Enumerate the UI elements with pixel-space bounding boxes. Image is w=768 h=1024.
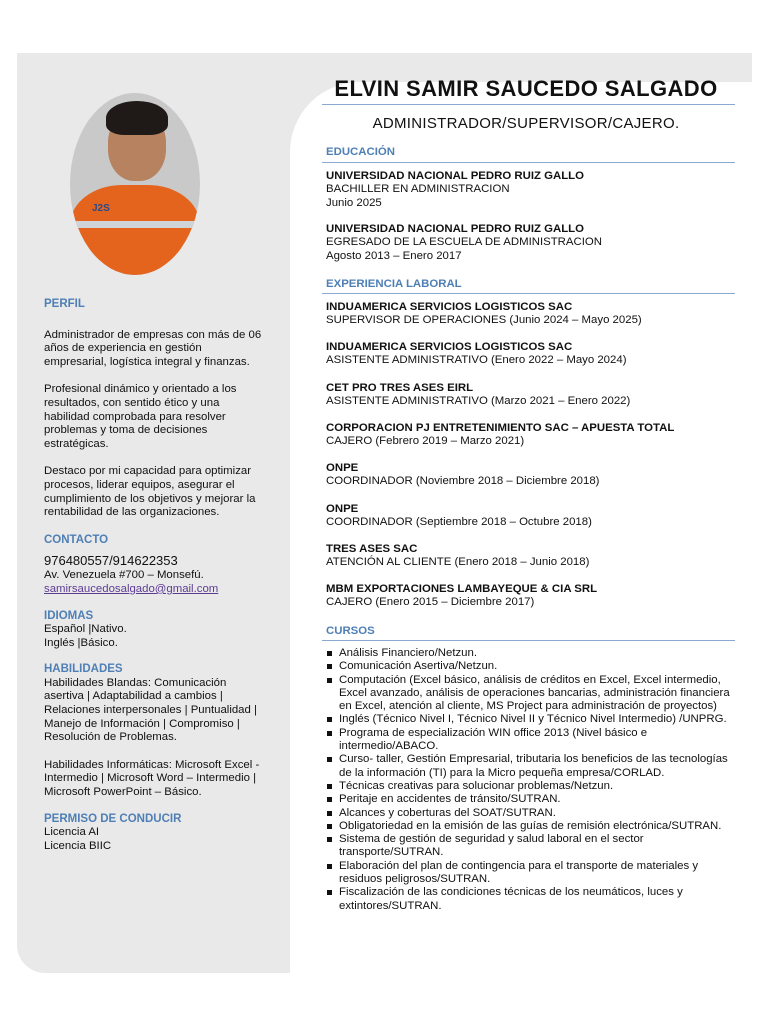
profile-paragraph-2: Profesional dinámico y orientado a los resultados, con sentido ético y una habilidad comprobada para resolver problemas y toma de decisiones estratégicas. [44, 383, 237, 450]
profile-heading: PERFIL [44, 298, 85, 310]
experience-org: TRES ASES SAC [326, 543, 418, 555]
contact-email-link[interactable]: samirsaucedosalgado@gmail.com [44, 582, 219, 595]
experience-entry [326, 462, 736, 489]
experience-entry [326, 422, 736, 449]
course-item: Peritaje en accidentes de tránsito/SUTRAN. [326, 793, 736, 806]
experience-org: INDUAMERICA SERVICIOS LOGISTICOS SAC [326, 341, 573, 353]
language-spanish: Español |Nativo. [44, 623, 127, 636]
experience-entry [326, 301, 736, 328]
course-item: Inglés (Técnico Nivel I, Técnico Nivel II y Técnico Nivel Intermedio) /UNPRG. [326, 713, 736, 726]
experience-org: INDUAMERICA SERVICIOS LOGISTICOS SAC [326, 301, 573, 313]
experience-entry [326, 543, 736, 570]
education-entry [326, 223, 736, 263]
education-degree: BACHILLER EN ADMINISTRACION [326, 183, 510, 196]
experience-entry [326, 583, 736, 610]
courses-heading: CURSOS [326, 625, 375, 637]
experience-role: CAJERO (Febrero 2019 – Marzo 2021) [326, 435, 525, 448]
course-item: Elaboración del plan de contingencia para el transporte de materiales y residuos peligrosos/SUTRAN. [326, 860, 736, 887]
experience-role: CAJERO (Enero 2015 – Diciembre 2017) [326, 596, 535, 609]
experience-role: SUPERVISOR DE OPERACIONES (Junio 2024 – Mayo 2025) [326, 314, 642, 327]
courses-divider [322, 640, 735, 641]
course-item: Computación (Excel básico, análisis de créditos en Excel, Excel intermedio, Excel avanzado, análisis de operaciones bancarias, administración financiera en Excel, atención al cliente, MS Project para administración de proyectos) [326, 674, 736, 714]
course-item: Programa de especialización WIN office 2013 (Nivel básico e intermedio/ABACO. [326, 727, 736, 754]
course-item: Curso- taller, Gestión Empresarial, tributaria los beneficios de las tecnologías de la información (TI) para la Micro pequeña empresa/CORLAD. [326, 753, 736, 780]
education-heading: EDUCACIÓN [326, 146, 395, 158]
profile-photo [70, 93, 200, 275]
language-english: Inglés |Básico. [44, 636, 118, 649]
license-heading: PERMISO DE CONDUCIR [44, 812, 182, 825]
experience-role: COORDINADOR (Septiembre 2018 – Octubre 2018) [326, 516, 592, 529]
experience-entry [326, 382, 736, 409]
contact-phone: 976480557/914622353 [44, 553, 178, 569]
education-divider [322, 162, 735, 163]
photo-logo: J2S [92, 203, 110, 214]
education-org: UNIVERSIDAD NACIONAL PEDRO RUIZ GALLO [326, 223, 584, 235]
license-biic: Licencia BIIC [44, 839, 112, 852]
education-entry [326, 170, 736, 210]
profile-paragraph-1: Administrador de empresas con más de 06 años de experiencia en gestión empresarial, logística integral y finanzas. [44, 328, 262, 368]
course-item: Obligatoriedad en la emisión de las guías de remisión electrónica/SUTRAN. [326, 820, 736, 833]
skills-soft: Habilidades Blandas: Comunicación asertiva | Adaptabilidad a cambios | Relaciones interpersonales | Puntualidad | Manejo de Información | Compromiso | Resolución de Problemas. [44, 676, 257, 744]
course-item: Alcances y coberturas del SOAT/SUTRAN. [326, 807, 736, 820]
experience-org: ONPE [326, 503, 359, 515]
license-ai: Licencia AI [44, 826, 100, 839]
candidate-name: ELVIN SAMIR SAUCEDO SALGADO [334, 76, 718, 101]
education-date: Junio 2025 [326, 196, 382, 209]
course-item: Sistema de gestión de seguridad y salud laboral en el sector transporte/SUTRAN. [326, 833, 736, 860]
experience-divider [322, 293, 735, 294]
education-org: UNIVERSIDAD NACIONAL PEDRO RUIZ GALLO [326, 170, 584, 182]
experience-role: COORDINADOR (Noviembre 2018 – Diciembre 2018) [326, 475, 600, 488]
experience-entry [326, 341, 736, 368]
experience-role: ASISTENTE ADMINISTRATIVO (Marzo 2021 – Enero 2022) [326, 395, 631, 408]
languages-heading: IDIOMAS [44, 609, 94, 622]
experience-role: ATENCIÓN AL CLIENTE (Enero 2018 – Junio 2018) [326, 556, 590, 569]
courses-list [326, 647, 736, 913]
experience-role: ASISTENTE ADMINISTRATIVO (Enero 2022 – Mayo 2024) [326, 354, 627, 367]
experience-entry [326, 503, 736, 530]
name-divider [322, 104, 735, 105]
profile-paragraph-3: Destaco por mi capacidad para optimizar procesos, liderar equipos, asegurar el cumplimiento de los objetivos y mejorar la rentabilidad de las organizaciones. [44, 465, 256, 519]
education-degree: EGRESADO DE LA ESCUELA DE ADMINISTRACION [326, 236, 602, 249]
contact-heading: CONTACTO [44, 533, 109, 546]
skills-heading: HABILIDADES [44, 663, 123, 676]
contact-address: Av. Venezuela #700 – Monsefú. [44, 569, 204, 582]
experience-org: MBM EXPORTACIONES LAMBAYEQUE & CIA SRL [326, 583, 598, 595]
left-column [44, 298, 266, 853]
education-date: Agosto 2013 – Enero 2017 [326, 249, 462, 262]
experience-org: CET PRO TRES ASES EIRL [326, 382, 474, 394]
candidate-title: ADMINISTRADOR/SUPERVISOR/CAJERO. [372, 115, 680, 132]
photo-vest [70, 185, 200, 275]
experience-org: ONPE [326, 462, 359, 474]
experience-org: CORPORACION PJ ENTRETENIMIENTO SAC – APUESTA TOTAL [326, 422, 675, 434]
course-item: Técnicas creativas para solucionar problemas/Netzun. [326, 780, 736, 793]
course-item: Análisis Financiero/Netzun. [326, 647, 736, 660]
photo-vest-stripe [70, 221, 200, 228]
photo-hair [106, 101, 168, 135]
course-item: Comunicación Asertiva/Netzun. [326, 660, 736, 673]
course-item: Fiscalización de las condiciones técnicas de los neumáticos, luces y extintores/SUTRAN. [326, 886, 736, 913]
skills-it: Habilidades Informáticas: Microsoft Excel - Intermedio | Microsoft Word – Intermedio | Microsoft PowerPoint – Básico. [44, 758, 260, 799]
experience-heading: EXPERIENCIA LABORAL [326, 278, 462, 290]
